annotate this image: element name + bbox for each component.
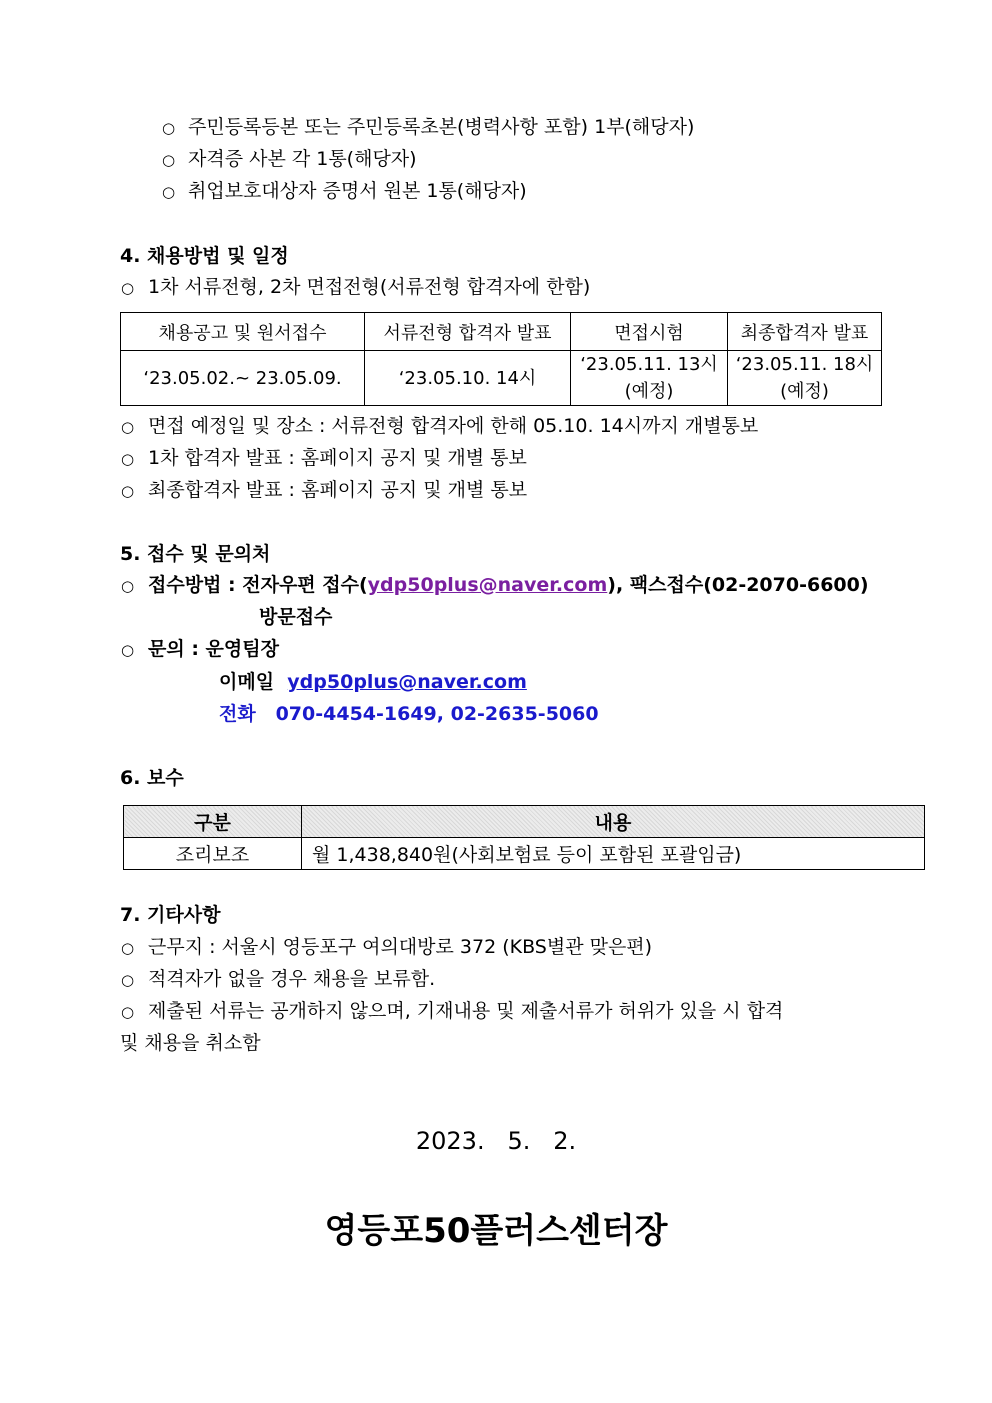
section-title-etc: 7. 기타사항 xyxy=(120,904,221,926)
etc-item: 근무지 : 서울시 영등포구 여의대방로 372 (KBS별관 맞은편) xyxy=(148,936,653,958)
phone-row xyxy=(219,701,599,727)
date-text: 2023. 5. 2. xyxy=(415,1127,577,1155)
application-visit: 방문접수 xyxy=(259,606,333,628)
table-cell: ‘23.05.10. 14시 xyxy=(365,351,571,406)
bullet-icon: ○ xyxy=(121,939,135,957)
table-cell: 조리보조 xyxy=(124,838,302,870)
phone-numbers: 070-4454-1649, 02-2635-5060 xyxy=(275,703,599,725)
cell-line: ‘23.05.11. 13시 xyxy=(580,354,718,375)
cell-line: (예정) xyxy=(780,381,829,402)
email-label: 이메일 xyxy=(219,671,275,693)
inquiry-contact: 문의 : 운영팀장 xyxy=(148,638,279,660)
method-prefix: 접수방법 : 전자우편 접수( xyxy=(148,574,368,596)
table-header: 최종합격자 발표 xyxy=(728,313,882,351)
schedule-note: 면접 예정일 및 장소 : 서류전형 합격자에 한해 05.10. 14시까지 개별통보 xyxy=(148,415,759,437)
bullet-icon: ○ xyxy=(121,577,135,595)
salary-table xyxy=(123,805,925,870)
table-header: 내용 xyxy=(302,806,925,838)
section-title-contact: 5. 접수 및 문의처 xyxy=(120,543,271,565)
table-cell xyxy=(571,351,728,406)
etc-item: 제출된 서류는 공개하지 않으며, 기재내용 및 제출서류가 허위가 있을 시 합격 xyxy=(148,1000,784,1022)
bullet-icon: ○ xyxy=(121,279,135,297)
table-header: 서류전형 합격자 발표 xyxy=(365,313,571,351)
table-cell xyxy=(728,351,882,406)
list-item: 주민등록등본 또는 주민등록초본(병력사항 포함) 1부(해당자) xyxy=(188,116,695,138)
bullet-icon: ○ xyxy=(121,641,135,659)
email-row xyxy=(219,669,527,695)
section-title-schedule: 4. 채용방법 및 일정 xyxy=(120,245,289,267)
bullet-icon: ○ xyxy=(121,1003,135,1021)
cell-line: (예정) xyxy=(624,381,674,402)
table-cell: ‘23.05.02.~ 23.05.09. xyxy=(121,351,365,406)
cell-line: ‘23.05.11. 18시 xyxy=(735,354,874,375)
phone-label: 전화 xyxy=(219,703,256,725)
method-email-link[interactable]: ydp50plus@naver.com xyxy=(367,574,608,596)
table-header: 채용공고 및 원서접수 xyxy=(121,313,365,351)
etc-item-continuation: 및 채용을 취소함 xyxy=(120,1032,261,1054)
schedule-intro: 1차 서류전형, 2차 면접전형(서류전형 합격자에 한함) xyxy=(148,276,591,298)
table-header: 면접시험 xyxy=(571,313,728,351)
bullet-icon: ○ xyxy=(121,971,135,989)
application-method xyxy=(148,572,869,598)
bullet-icon: ○ xyxy=(162,151,176,169)
schedule-table xyxy=(120,312,882,406)
list-item: 취업보호대상자 증명서 원본 1통(해당자) xyxy=(188,180,527,202)
section-title-salary: 6. 보수 xyxy=(120,767,184,789)
bullet-icon: ○ xyxy=(162,183,176,201)
table-cell: 월 1,438,840원(사회보험료 등이 포함된 포괄임금) xyxy=(302,838,925,870)
schedule-note: 1차 합격자 발표 : 홈페이지 공지 및 개별 통보 xyxy=(148,447,527,469)
bullet-icon: ○ xyxy=(121,418,135,436)
list-item: 자격증 사본 각 1통(해당자) xyxy=(188,148,417,170)
table-header: 구분 xyxy=(124,806,302,838)
schedule-note: 최종합격자 발표 : 홈페이지 공지 및 개별 통보 xyxy=(148,479,528,501)
contact-email-link[interactable]: ydp50plus@naver.com xyxy=(287,671,527,693)
bullet-icon: ○ xyxy=(121,450,135,468)
bullet-icon: ○ xyxy=(121,482,135,500)
bullet-icon: ○ xyxy=(162,119,176,137)
etc-item: 적격자가 없을 경우 채용을 보류함. xyxy=(148,968,436,990)
method-suffix: ), 팩스접수(02-2070-6600) xyxy=(607,574,869,596)
document-date xyxy=(0,1127,992,1155)
signature: 영등포50플러스센터장 xyxy=(324,1211,668,1251)
